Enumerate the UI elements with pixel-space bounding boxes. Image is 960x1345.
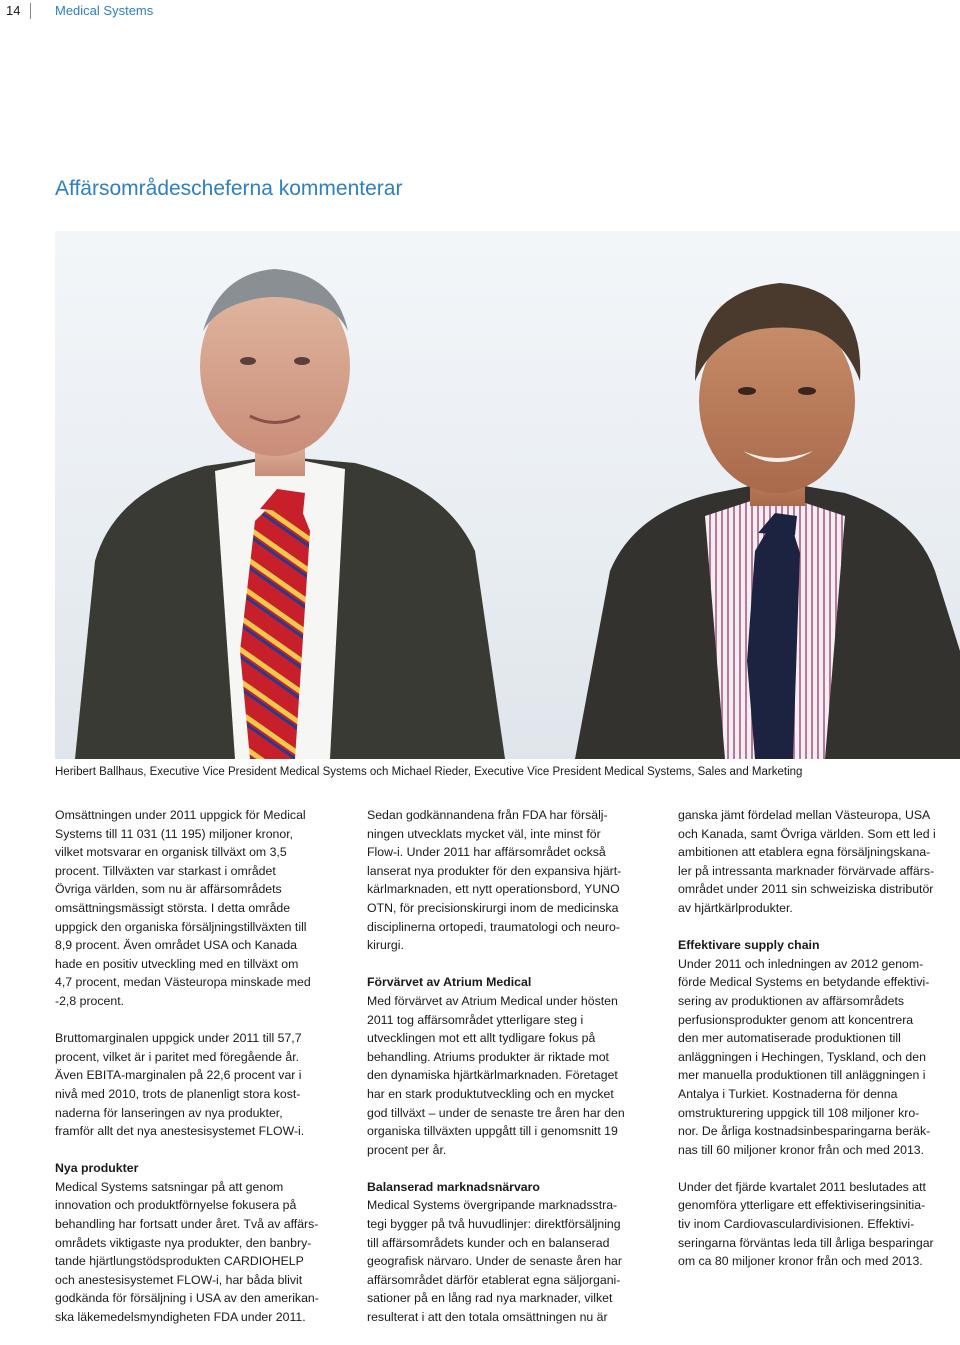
text-line: tegi bygger på två huvudlinjer: direktförsäljning — [367, 1217, 621, 1232]
text-line: -2,8 procent. — [55, 993, 125, 1008]
text-line: av hjärtkärlprodukter. — [678, 900, 793, 915]
text-line: Med förvärvet av Atrium Medical under hösten — [367, 993, 618, 1008]
photo-illustration — [55, 231, 960, 759]
text-line: Under det fjärde kvartalet 2011 beslutades att — [678, 1179, 926, 1194]
text-line: sering av produktionen av affärsområdets — [678, 993, 905, 1008]
text-line: ganska jämt fördelad mellan Västeuropa, USA — [678, 808, 931, 822]
text-line: Sedan godkännandena från FDA har försälj- — [367, 808, 608, 822]
text-line: tiv inom Cardiovasculardivisionen. Effektivi- — [678, 1217, 915, 1232]
text-line: kirurgi. — [367, 938, 404, 953]
text-line: kärlmarknaden, ett nytt operationsbord, YUNO — [367, 882, 620, 897]
text-line: framför allt det nya anestesisystemet FLOW-i. — [55, 1124, 305, 1139]
text-line: procent per år. — [367, 1142, 447, 1157]
text-line: disciplinerna ortopedi, traumatologi och neuro- — [367, 919, 620, 934]
section-name: Medical Systems — [55, 3, 154, 18]
text-line: Antalya i Turkiet. Kostnaderna för denna — [678, 1086, 898, 1101]
text-line: områdets viktigaste nya produkter, den banbry- — [55, 1235, 312, 1250]
person-left — [75, 269, 505, 759]
text-line: förde Medical Systems en betydande effektivi- — [678, 975, 930, 990]
text-line: området under 2011 sin schweiziska distributör — [678, 882, 934, 897]
page-title: Affärsområdescheferna kommenterar — [55, 177, 403, 200]
person-right — [575, 283, 960, 759]
text-line: om ca 80 miljoner kronor från och med 2013. — [678, 1254, 923, 1269]
text-line: Flow-i. Under 2011 har affärsområdet också — [367, 845, 606, 860]
text-line: innovation och produktförnyelse fokusera på — [55, 1198, 297, 1213]
text-line: uppgick den organiska försäljningstillväxten till — [55, 919, 307, 934]
text-line: god tillväxt – under de senaste tre åren har den — [367, 1105, 625, 1120]
paragraph — [678, 806, 960, 918]
text-line: ler på intressanta marknader förvärvade affärs- — [678, 863, 935, 878]
text-column-1 — [55, 806, 345, 1345]
text-line: geografisk närvaro. Under de senaste åren har — [367, 1254, 622, 1269]
text-line: procent, vilket är i paritet med föregående år. — [55, 1049, 300, 1064]
section-heading: Effektivare supply chain — [678, 938, 820, 953]
text-line: procent. Tillväxten var starkast i området — [55, 863, 276, 878]
text-line: affärsområdet därför etablerat egna säljorgani- — [367, 1272, 621, 1287]
text-line: nas till 60 miljoner kronor från och med 2013. — [678, 1142, 925, 1157]
text-line: 2011 tog affärsområdet ytterligare steg i — [367, 1012, 584, 1027]
text-line: ningen utvecklats mycket väl, inte minst för — [367, 826, 601, 841]
section-heading: Förvärvet av Atrium Medical — [367, 975, 532, 990]
page-header — [0, 0, 960, 24]
paragraph — [367, 992, 657, 1159]
text-line: Under 2011 och inledningen av 2012 genom- — [678, 956, 924, 971]
paragraph — [55, 806, 345, 1011]
text-line: Även EBITA-marginalen på 22,6 procent var i — [55, 1068, 302, 1083]
text-line: den mer automatiserade produktionen till — [678, 1031, 901, 1046]
text-line: ska läkemedelsmyndigheten FDA under 2011. — [55, 1310, 306, 1325]
text-line: nivå med 2010, trots de planenligt stora kost- — [55, 1086, 301, 1101]
photo-caption: Heribert Ballhaus, Executive Vice President Medical Systems och Michael Rieder, Executive Vice President Medical Systems, Sales and Marketing — [55, 766, 803, 778]
text-line: hade en positiv utveckling med en tillväxt om — [55, 956, 299, 971]
text-line: omsättningsmässigt största. I detta område — [55, 900, 291, 915]
section-heading: Nya produkter — [55, 1161, 139, 1176]
text-line: sationer på en lång rad nya marknader, vilket — [367, 1291, 613, 1306]
paragraph — [678, 1178, 960, 1271]
text-line: behandling. Atriums produkter är riktade mot — [367, 1049, 609, 1064]
text-line: ambitionen att etablera egna försäljningskana- — [678, 845, 931, 860]
text-line: anläggningen i Hechingen, Tyskland, och den — [678, 1049, 926, 1064]
text-line: Medical Systems satsningar på att genom — [55, 1179, 284, 1194]
text-line: godkända för försäljning i USA av den amerikan- — [55, 1291, 319, 1306]
paragraph — [55, 1029, 345, 1141]
text-line: genomföra ytterligare ett effektiviseringsinitia- — [678, 1198, 926, 1213]
text-line: resulterat i att den totala omsättningen nu är — [367, 1310, 608, 1325]
header-divider — [30, 3, 31, 19]
text-line: Omsättningen under 2011 uppgick för Medical — [55, 808, 306, 822]
text-line: nor. De årliga kostnadsinbesparingarna beräk- — [678, 1124, 931, 1139]
text-line: perfusionsprodukter genom att koncentrera — [678, 1012, 914, 1027]
text-line: mer manuella produktionen till anläggningen i — [678, 1068, 926, 1083]
section-heading: Balanserad marknadsnärvaro — [367, 1179, 540, 1194]
text-line: den dynamiska hjärtkärlmarknaden. Företaget — [367, 1068, 618, 1083]
text-line: Medical Systems övergripande marknadsstra- — [367, 1198, 618, 1213]
text-line: Systems till 11 031 (11 195) miljoner kronor, — [55, 826, 294, 841]
text-line: har en stark produktutveckling och en mycket — [367, 1086, 614, 1101]
text-line: tande hjärtlungstödsprodukten CARDIOHELP — [55, 1254, 304, 1269]
text-line: och Kanada, samt Övriga världen. Som ett led i — [678, 826, 936, 841]
text-column-3 — [678, 806, 960, 1289]
executives-photo — [55, 231, 960, 759]
text-line: 8,9 procent. Även området USA och Kanada — [55, 938, 297, 953]
text-column-2 — [367, 806, 657, 1345]
paragraph — [55, 1178, 345, 1327]
text-line: OTN, för precisionskirurgi inom de medicinska — [367, 900, 619, 915]
text-line: organiska tillväxten uppgått till i genomsnitt 19 — [367, 1124, 618, 1139]
text-line: omstrukturering uppgick till 108 miljoner kro- — [678, 1105, 920, 1120]
text-line: lanserat nya produkter för den expansiva hjärt- — [367, 863, 622, 878]
paragraph — [367, 806, 657, 955]
paragraph — [367, 1196, 657, 1326]
text-line: seringarna förväntas leda till årliga besparingar — [678, 1235, 934, 1250]
text-line: naderna för lanseringen av nya produkter, — [55, 1105, 283, 1120]
text-line: och anestesisystemet FLOW-i, har båda blivit — [55, 1272, 303, 1287]
text-line: 4,7 procent, medan Västeuropa minskade med — [55, 975, 311, 990]
text-line: utvecklingen mot ett allt tydligare fokus på — [367, 1031, 596, 1046]
text-line: till affärsområdets kunder och en balanserad — [367, 1235, 610, 1250]
text-line: vilket motsvarar en organisk tillväxt om 3,5 — [55, 845, 287, 860]
paragraph — [678, 955, 960, 1160]
text-line: behandling har fortsatt under året. Två av affärs- — [55, 1217, 319, 1232]
text-line: Bruttomarginalen uppgick under 2011 till 57,7 — [55, 1031, 302, 1046]
text-line: Övriga världen, som nu är affärsområdets — [55, 882, 282, 897]
page-number: 14 — [6, 3, 21, 18]
